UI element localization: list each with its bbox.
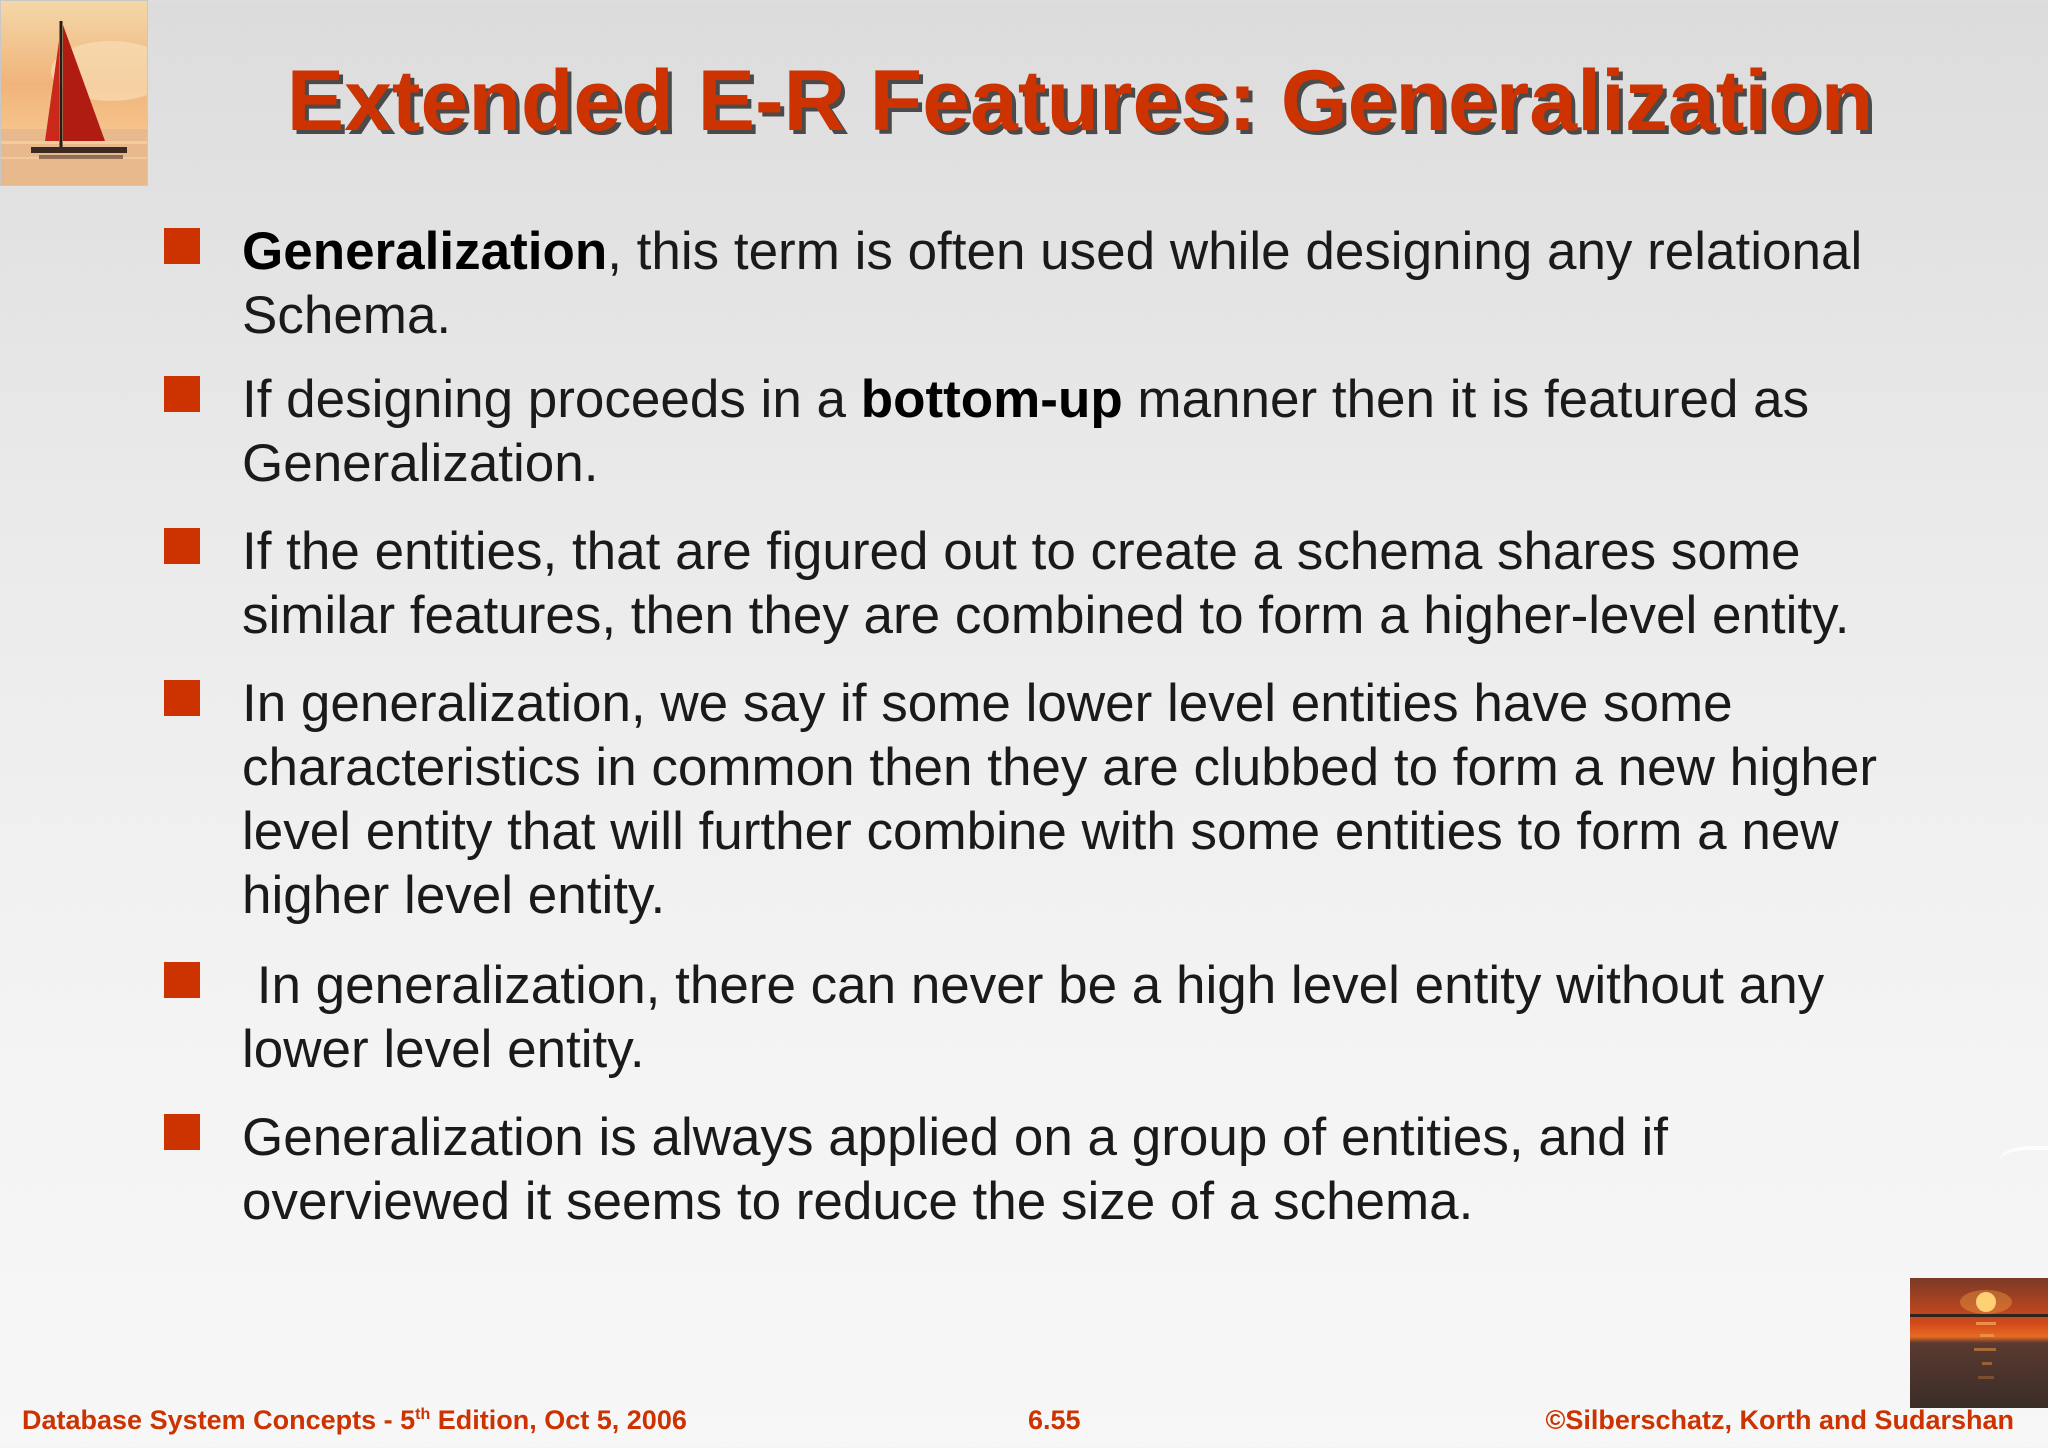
decorative-glint — [2000, 1146, 2048, 1174]
square-bullet-icon — [164, 528, 200, 564]
square-bullet-icon — [164, 1114, 200, 1150]
bullet-text: If the entities, that are figured out to create a schema shares some similar features, then they are combined to form a higher-level entity. — [242, 522, 1850, 645]
copyright: ©Silberschatz, Korth and Sudarshan — [1545, 1405, 2014, 1435]
square-bullet-icon — [164, 376, 200, 412]
bullet-text: Generalization is always applied on a group of entities, and if overviewed it seems to reduce the size of a schema. — [242, 1108, 1668, 1231]
sailboat-image — [0, 0, 148, 186]
page-number: 6.55 — [1028, 1405, 1081, 1435]
bullet-text: Generalization, this term is often used while designing any relational Schema. — [242, 222, 1863, 345]
footer-source: Database System Concepts - 5th Edition, Oct 5, 2006 — [22, 1405, 687, 1435]
square-bullet-icon — [164, 962, 200, 998]
bullet-text: If designing proceeds in a bottom-up manner then it is featured as Generalization. — [242, 370, 1810, 493]
sunset-image — [1910, 1278, 2048, 1408]
square-bullet-icon — [164, 680, 200, 716]
square-bullet-icon — [164, 228, 200, 264]
bullet-text: In generalization, there can never be a high level entity without any lower level entity. — [242, 956, 1839, 1079]
slide-title: Extended E-R Features: Generalization — [286, 53, 1874, 149]
bullet-text: In generalization, we say if some lower level entities have some characteristics in common then they are clubbed to form a new higher level entity that will further combine with some entities to form a new higher level entity. — [242, 674, 1877, 925]
